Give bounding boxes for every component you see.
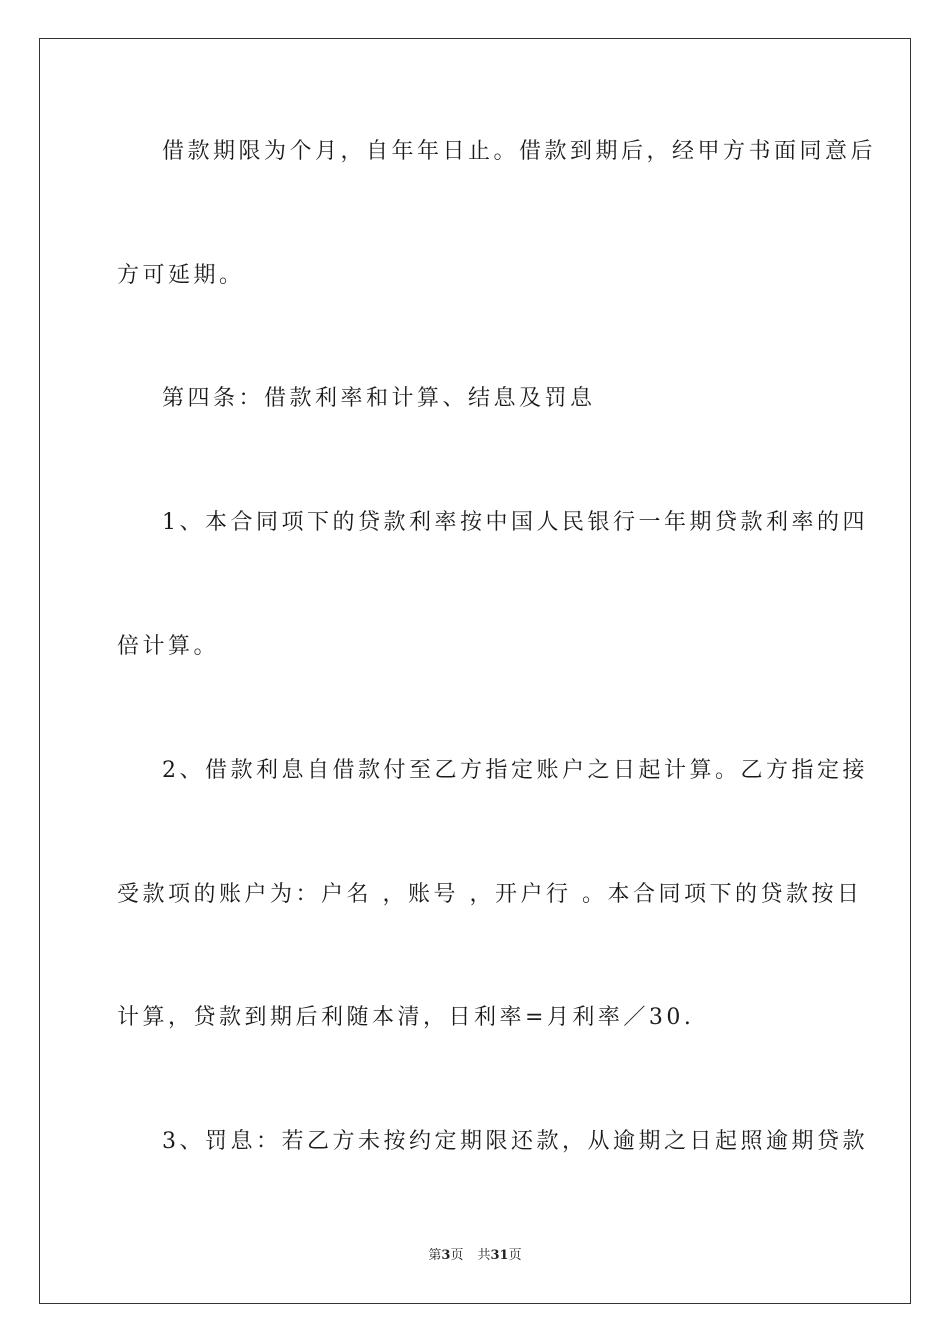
- article-heading: 第四条：借款利率和计算、结息及罚息: [162, 386, 596, 411]
- paragraph-line-9: 3、罚息：若乙方未按约定期限还款，从逾期之日起照逾期贷款: [162, 1129, 868, 1154]
- footer-page-prefix: 第: [428, 1248, 442, 1263]
- page-footer: [0, 1247, 950, 1265]
- paragraph-line-6: 2、借款利息自借款付至乙方指定账户之日起计算。乙方指定接: [162, 758, 868, 783]
- footer-total-suffix: 页: [508, 1248, 522, 1263]
- paragraph-line-5: 倍计算。: [117, 634, 220, 659]
- footer-total-pages: 31: [490, 1248, 509, 1263]
- paragraph-line-4: 1、本合同项下的贷款利率按中国人民银行一年期贷款利率的四: [162, 510, 868, 535]
- footer-page-number: 3: [441, 1248, 451, 1263]
- footer-total-prefix: 共: [477, 1248, 491, 1263]
- paragraph-line-1: 借款期限为个月，自年年日止。借款到期后，经甲方书面同意后: [162, 139, 877, 164]
- paragraph-line-8: 计算，贷款到期后利随本清，日利率=月利率／30.: [117, 1005, 695, 1030]
- page-border: [39, 38, 911, 1304]
- paragraph-line-2: 方可延期。: [117, 263, 245, 288]
- footer-page-suffix: 页: [450, 1248, 464, 1263]
- paragraph-line-7: 受款项的账户为：户名 ，账号 ，开户行 。本合同项下的贷款按日: [117, 882, 863, 907]
